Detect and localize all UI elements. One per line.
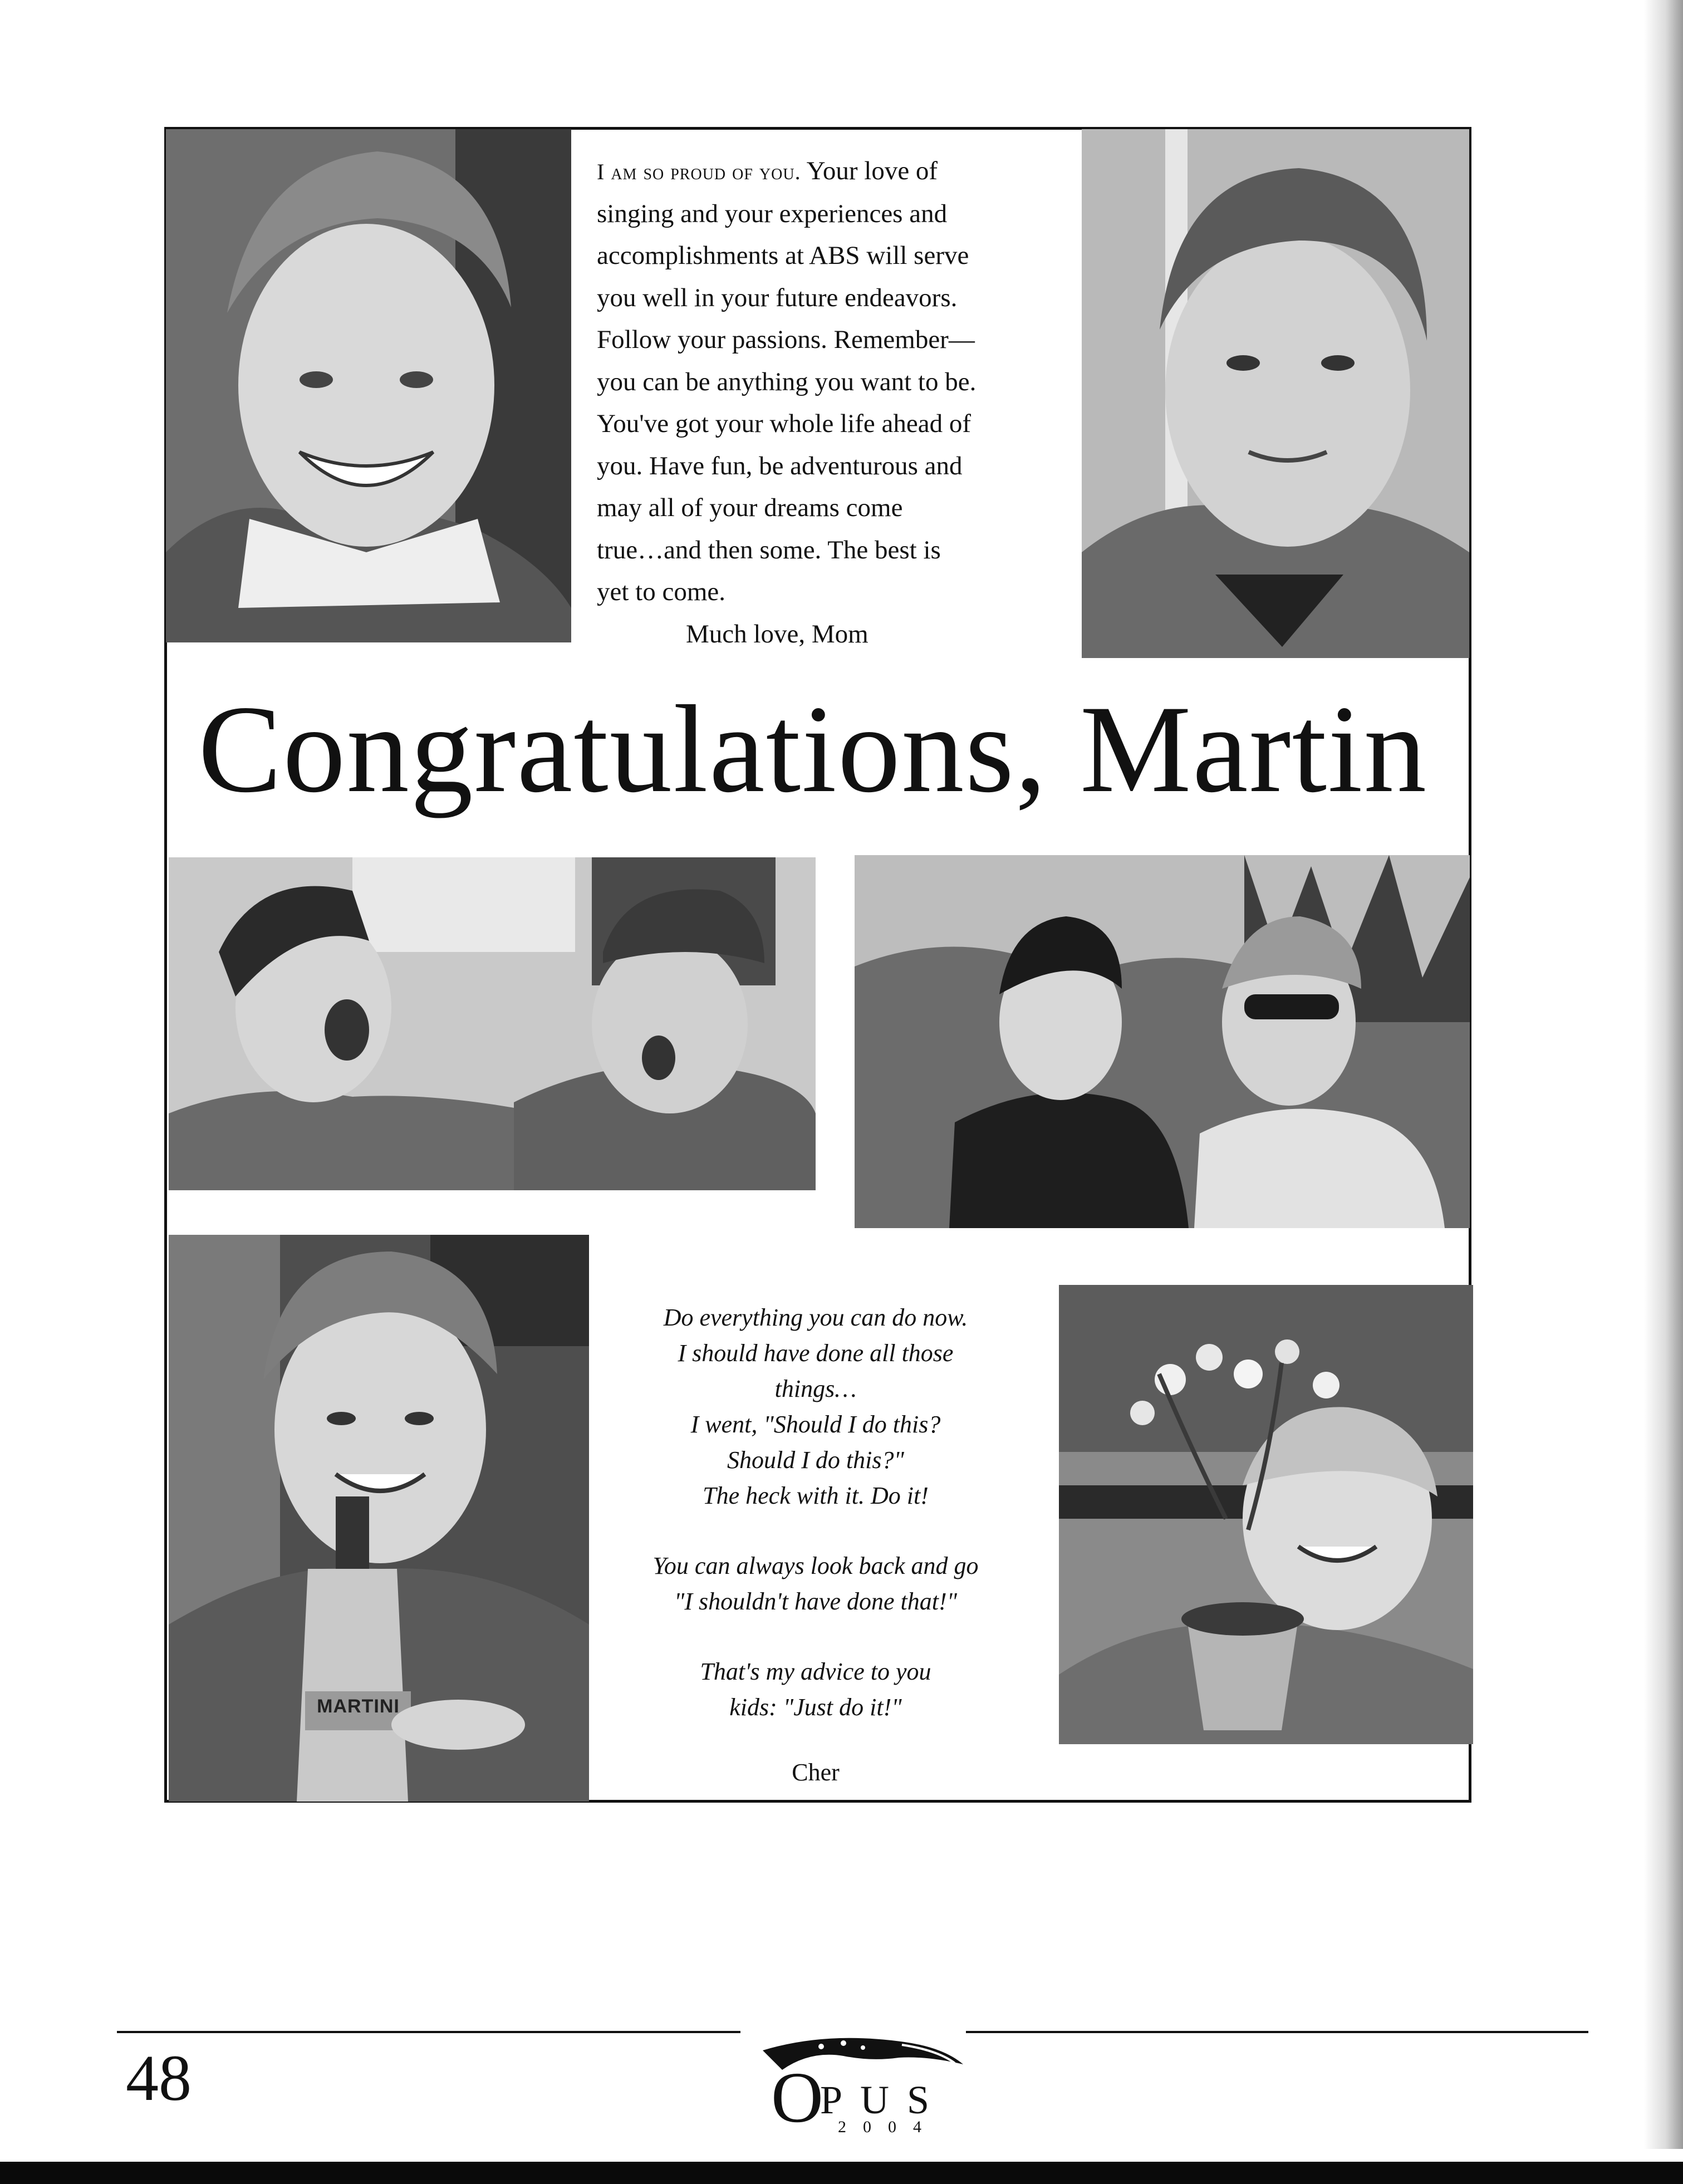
quote-author: Cher [792, 1759, 840, 1786]
photo-holding-bottle [169, 1235, 589, 1802]
photo-two-boys-in-caps [169, 857, 816, 1190]
page-title: Congratulations, Martin [198, 679, 1428, 818]
footer-rule-left [117, 2031, 740, 2033]
quote-line: Should I do this?" [727, 1446, 904, 1474]
mom-message-line: may all of your dreams come [597, 493, 903, 522]
photo-smiling-portrait [166, 129, 571, 642]
quote-line: You can always look back and go [652, 1552, 979, 1579]
page-number: 48 [126, 2041, 192, 2114]
opus-logo [760, 2031, 966, 2137]
mom-message-line: You've got your whole life ahead of [597, 409, 971, 438]
quote-line: "I shouldn't have done that!" [674, 1588, 958, 1615]
mom-message-line: you can be anything you want to be. [597, 367, 977, 396]
logo-letter-o: O [771, 2058, 823, 2138]
cher-quote [598, 1300, 1033, 1725]
quote-line: I went, "Should I do this? [690, 1411, 941, 1438]
photo-two-friends-outdoors [855, 855, 1470, 1228]
mom-message-line: Follow your passions. Remember— [597, 325, 975, 354]
mom-message-lead: I am so proud of you. [597, 159, 801, 184]
mom-message-line: singing and your experiences and [597, 199, 948, 228]
page-edge-shadow [1644, 0, 1683, 2149]
mom-signoff: Much love, Mom [686, 619, 869, 649]
quote-line: I should have done all those [678, 1339, 954, 1367]
mom-message-line: you. Have fun, be adventurous and [597, 451, 963, 480]
mom-message-line: you well in your future endeavors. [597, 283, 958, 312]
mom-message-line: accomplishments at ABS will serve [597, 241, 969, 270]
photo-serious-portrait [1082, 129, 1469, 658]
mom-message-line: yet to come. [597, 577, 726, 606]
footer-rule-right [966, 2031, 1588, 2033]
quote-line: things… [774, 1375, 857, 1402]
logo-year: 2004 [838, 2118, 938, 2136]
bottle-label: MARTINI [317, 1696, 400, 1717]
scan-bottom-edge [0, 2162, 1683, 2184]
quote-line: The heck with it. Do it! [703, 1482, 929, 1509]
mom-message [597, 150, 1053, 655]
mom-message-line: true…and then some. The best is [597, 535, 941, 565]
quote-line: That's my advice to you [700, 1658, 931, 1685]
logo-letters-pus: PUS [820, 2078, 948, 2122]
quote-line: kids: "Just do it!" [729, 1694, 902, 1721]
quote-line: Do everything you can do now. [663, 1304, 968, 1331]
photo-flower-pot-hat [1059, 1285, 1473, 1744]
mom-message-line: Your love of [806, 156, 938, 185]
